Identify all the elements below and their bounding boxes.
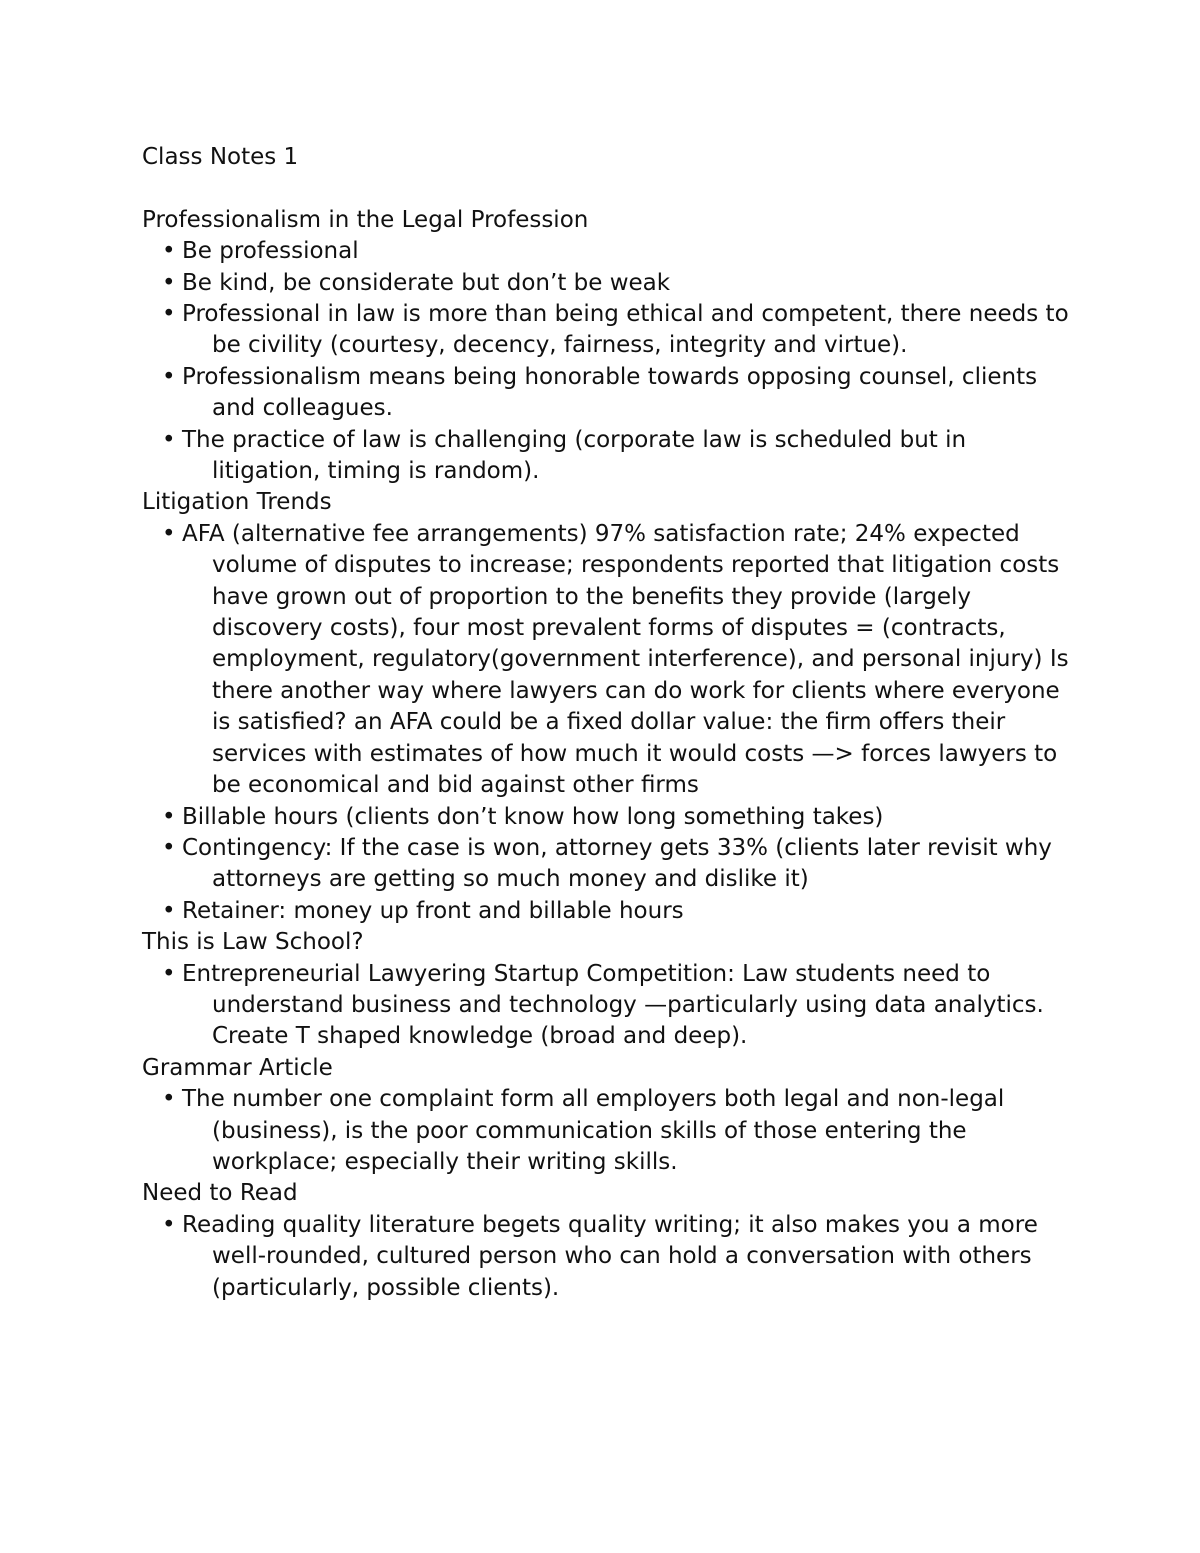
bullet-item	[142, 425, 1072, 488]
bullet-text: Retainer: money up front and billable hours	[182, 897, 684, 924]
bullet-glyph: •	[162, 520, 176, 547]
bullet-text: Entrepreneurial Lawyering Startup Competition: Law students need to understand business and technology —particularly using data analytics. Create T shaped knowledge (broad and deep).	[182, 960, 1044, 1050]
bullet-list	[142, 1084, 1072, 1178]
bullet-item	[142, 362, 1072, 425]
section-heading: Grammar Article	[142, 1054, 333, 1081]
section-professionalism	[142, 205, 1072, 488]
document-page	[142, 142, 1072, 1304]
bullet-text: Billable hours (clients don’t know how long something takes)	[182, 803, 884, 830]
bullet-glyph: •	[162, 803, 176, 830]
bullet-item	[142, 1084, 1072, 1178]
bullet-list	[142, 1210, 1072, 1304]
section-heading: This is Law School?	[142, 929, 364, 956]
bullet-text: Be kind, be considerate but don’t be weak	[182, 269, 671, 296]
bullet-item	[142, 519, 1072, 802]
section-need-to-read	[142, 1178, 1072, 1304]
section-grammar-article	[142, 1053, 1072, 1179]
bullet-text: The practice of law is challenging (corporate law is scheduled but in litigation, timing is random).	[182, 426, 967, 485]
bullet-list	[142, 236, 1072, 487]
bullet-text: Reading quality literature begets quality writing; it also makes you a more well-rounded, cultured person who can hold a conversation with others (particularly, possible clients).	[182, 1211, 1038, 1301]
bullet-item	[142, 802, 1072, 833]
bullet-glyph: •	[162, 363, 176, 390]
bullet-item	[142, 1210, 1072, 1304]
bullet-text: The number one complaint form all employers both legal and non-legal (business), is the poor communication skills of those entering the workplace; especially their writing skills.	[182, 1086, 1005, 1175]
section-heading: Litigation Trends	[142, 489, 332, 516]
bullet-glyph: •	[162, 1086, 176, 1113]
bullet-item	[142, 833, 1072, 896]
bullet-item	[142, 236, 1072, 267]
bullet-text: Professionalism means being honorable towards opposing counsel, clients and colleagues.	[182, 363, 1038, 422]
bullet-item	[142, 896, 1072, 927]
section-law-school	[142, 927, 1072, 1053]
bullet-text: Be professional	[182, 238, 359, 265]
bullet-glyph: •	[162, 897, 176, 924]
section-heading: Professionalism in the Legal Profession	[142, 206, 589, 233]
bullet-text: Professional in law is more than being ethical and competent, there needs to be civility (courtesy, decency, fairness, integrity and virtue).	[182, 301, 1069, 359]
bullet-glyph: •	[162, 269, 176, 296]
bullet-glyph: •	[162, 834, 176, 861]
section-heading: Need to Read	[142, 1180, 298, 1207]
bullet-item	[142, 268, 1072, 299]
bullet-text: AFA (alternative fee arrangements) 97% satisfaction rate; 24% expected volume of disputes to increase; respondents reported that litigation costs have grown out of proportion to the benefits they provide (largely discovery costs), four most prevalent forms of disputes = (contracts, employment, regulatory(government interference), and personal injury) Is there another way where lawyers can do work for clients where everyone is satisfied? an AFA could be a fixed dollar value: the firm offers their services with estimates of how much it would costs —> forces lawyers to be economical and bid against other firms	[182, 520, 1069, 799]
section-litigation-trends	[142, 487, 1072, 927]
bullet-glyph: •	[162, 301, 176, 328]
bullet-list	[142, 959, 1072, 1053]
bullet-item	[142, 299, 1072, 362]
bullet-item	[142, 959, 1072, 1053]
bullet-list	[142, 519, 1072, 927]
document-title: Class Notes 1	[142, 144, 299, 170]
bullet-glyph: •	[162, 426, 176, 453]
bullet-text: Contingency: If the case is won, attorney gets 33% (clients later revisit why attorneys are getting so much money and dislike it)	[182, 834, 1052, 893]
bullet-glyph: •	[162, 238, 176, 265]
bullet-glyph: •	[162, 960, 176, 987]
bullet-glyph: •	[162, 1211, 176, 1238]
